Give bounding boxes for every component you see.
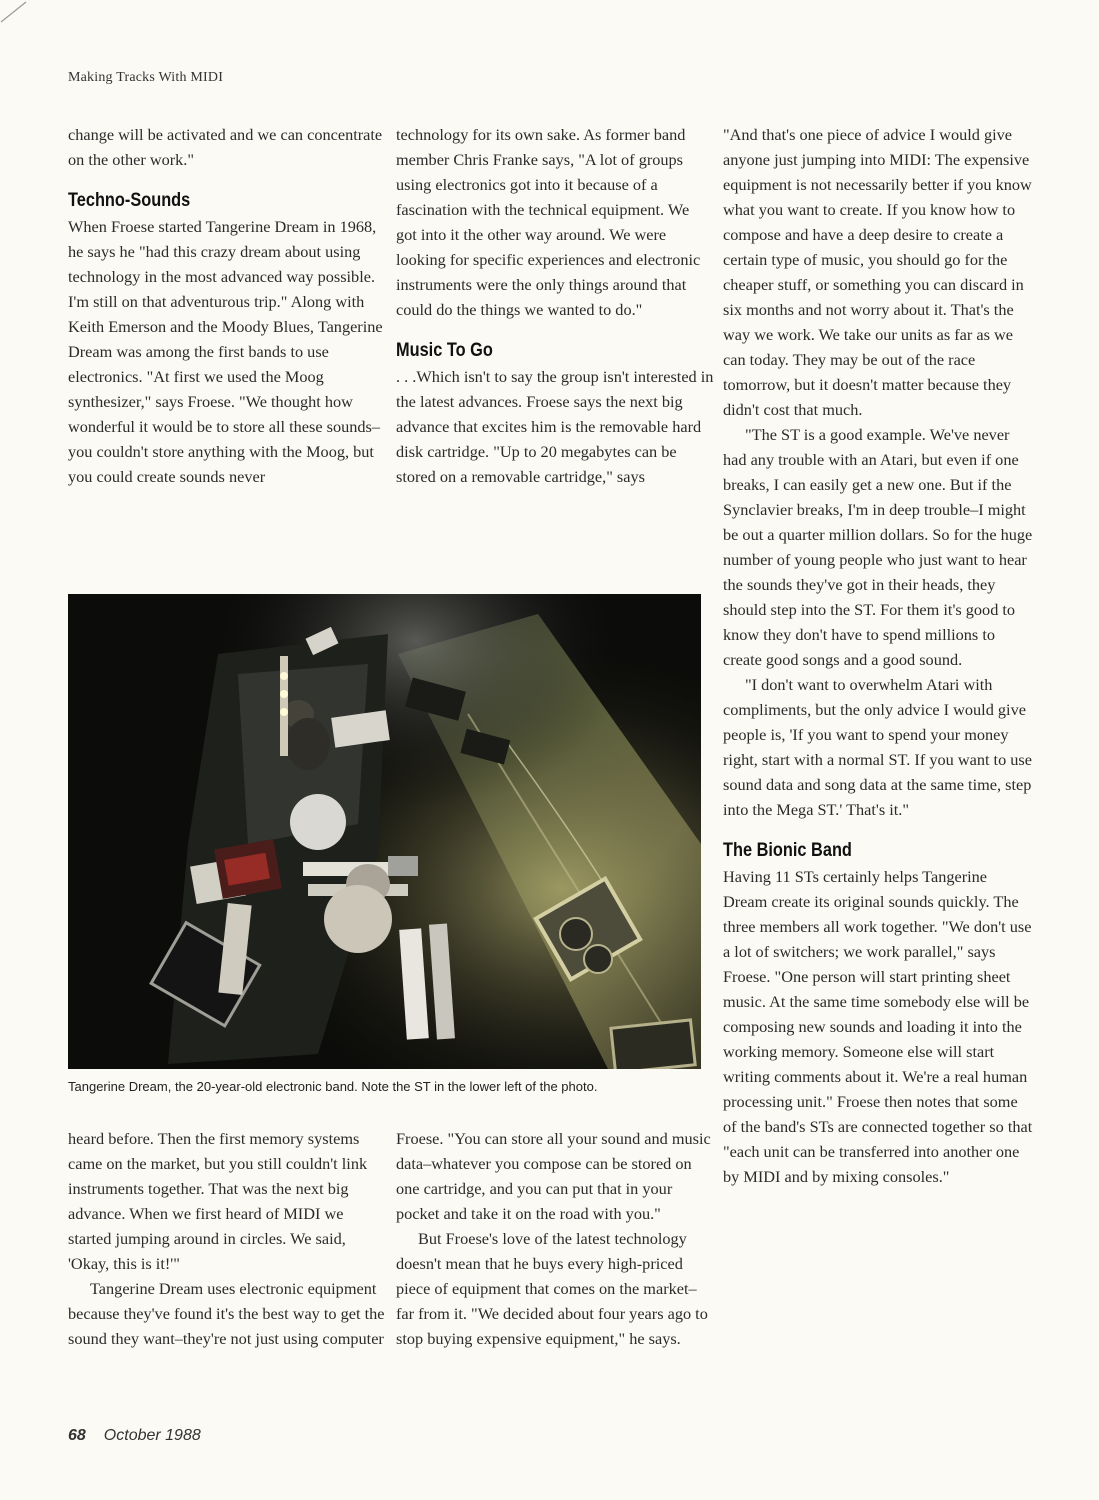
paragraph: "I don't want to overwhelm Atari with compliments, but the only advice I would give people is, 'If you want to spend your money right, start with a normal ST. If you want to use sound data and song data at the same time, step into the Mega ST.' That's it." bbox=[723, 675, 1032, 819]
section-heading-techno-sounds: Techno-Sounds bbox=[68, 190, 191, 211]
column-2-lower bbox=[396, 1126, 714, 1351]
paragraph: heard before. Then the first memory systems came on the market, but you still couldn't link instruments together. That was the next big advance. When we first heard of MIDI we started jumping around in circles. We said, 'Okay, this is it!'" bbox=[68, 1129, 368, 1273]
paragraph: Froese. "You can store all your sound and music data–whatever you compose can be stored on one cartridge, and you can put that in your pocket and take it on the road with you." bbox=[396, 1129, 711, 1223]
section-heading-bionic-band: The Bionic Band bbox=[723, 840, 852, 861]
paragraph: technology for its own sake. As former band member Chris Franke says, "A lot of groups using electronics got into it because of a fascination with the technical equipment. We got into it the other way around. We were looking for specific experiences and electronic instruments were the only things around that could do the things we wanted to do." bbox=[396, 125, 701, 319]
paragraph: Tangerine Dream uses electronic equipment because they've found it's the best way to get the sound they want–they're not just using computer bbox=[68, 1279, 385, 1348]
band-stage-photo bbox=[68, 594, 701, 1069]
photo-caption: Tangerine Dream, the 20-year-old electronic band. Note the ST in the lower left of the photo. bbox=[68, 1079, 598, 1094]
paragraph: change will be activated and we can concentrate on the other work." bbox=[68, 125, 383, 169]
page-number: 68 bbox=[68, 1427, 86, 1444]
paragraph: But Froese's love of the latest technology doesn't mean that he buys every high-priced piece of equipment that comes on the market–far from it. "We decided about four years ago to stop buying expensive equipment," he says. bbox=[396, 1229, 708, 1348]
issue-date: October 1988 bbox=[103, 1427, 201, 1444]
paragraph: "And that's one piece of advice I would give anyone just jumping into MIDI: The expensive equipment is not necessarily better if you know what you want to create. If you know how to compose and have a deep desire to create a certain type of music, you should go for the cheaper stuff, or something you can discard in six months and not worry about it. That's the way we work. We take our units as far as we can today. They may be out of the race tomorrow, but it doesn't matter because they didn't cost that much. bbox=[723, 125, 1032, 419]
paragraph: Having 11 STs certainly helps Tangerine Dream create its original sounds quickly. The three members all work together. "We don't use a lot of switchers; we work parallel," says Froese. "One person will start printing sheet music. At the same time somebody else will be composing new sounds and loading it into the working memory. Someone else will start writing comments about it. We're a real human processing unit." Froese then notes that some of the band's STs are connected together so that "each unit can be transferred into another one by MIDI and by mixing consoles." bbox=[723, 867, 1033, 1186]
column-1-upper bbox=[68, 122, 386, 489]
stage-illustration bbox=[68, 594, 701, 1069]
running-head: Making Tracks With MIDI bbox=[68, 70, 224, 85]
section-heading-music-to-go: Music To Go bbox=[396, 340, 493, 361]
column-1-lower bbox=[68, 1126, 386, 1351]
paragraph: When Froese started Tangerine Dream in 1968, he says he "had this crazy dream about using technology in the most advanced way possible. I'm still on that adventurous trip." Along with Keith Emerson and the Moody Blues, Tangerine Dream was among the first bands to use electronics. "At first we used the Moog synthesizer," says Froese. "We thought how wonderful it would be to store all these sounds–you couldn't store anything with the Moog, but you could create sounds never bbox=[68, 217, 383, 486]
column-3 bbox=[723, 122, 1035, 1189]
paragraph: "The ST is a good example. We've never had any trouble with an Atari, but even if one breaks, I can easily get a new one. But if the Synclavier breaks, I'm in deep trouble–I might be out a quarter million dollars. So for the huge number of young people who just want to hear the sounds they've got in their heads, they should step into the ST. For them it's good to know they don't have to spend millions to create good songs and a good sound. bbox=[723, 425, 1033, 669]
page-footer bbox=[68, 1427, 201, 1445]
corner-mark bbox=[0, 0, 30, 30]
paragraph: . . .Which isn't to say the group isn't interested in the latest advances. Froese says the next big advance that excites him is the removable hard disk cartridge. "Up to 20 megabytes can be stored on a removable cartridge," says bbox=[396, 367, 714, 486]
column-2-upper bbox=[396, 122, 714, 489]
